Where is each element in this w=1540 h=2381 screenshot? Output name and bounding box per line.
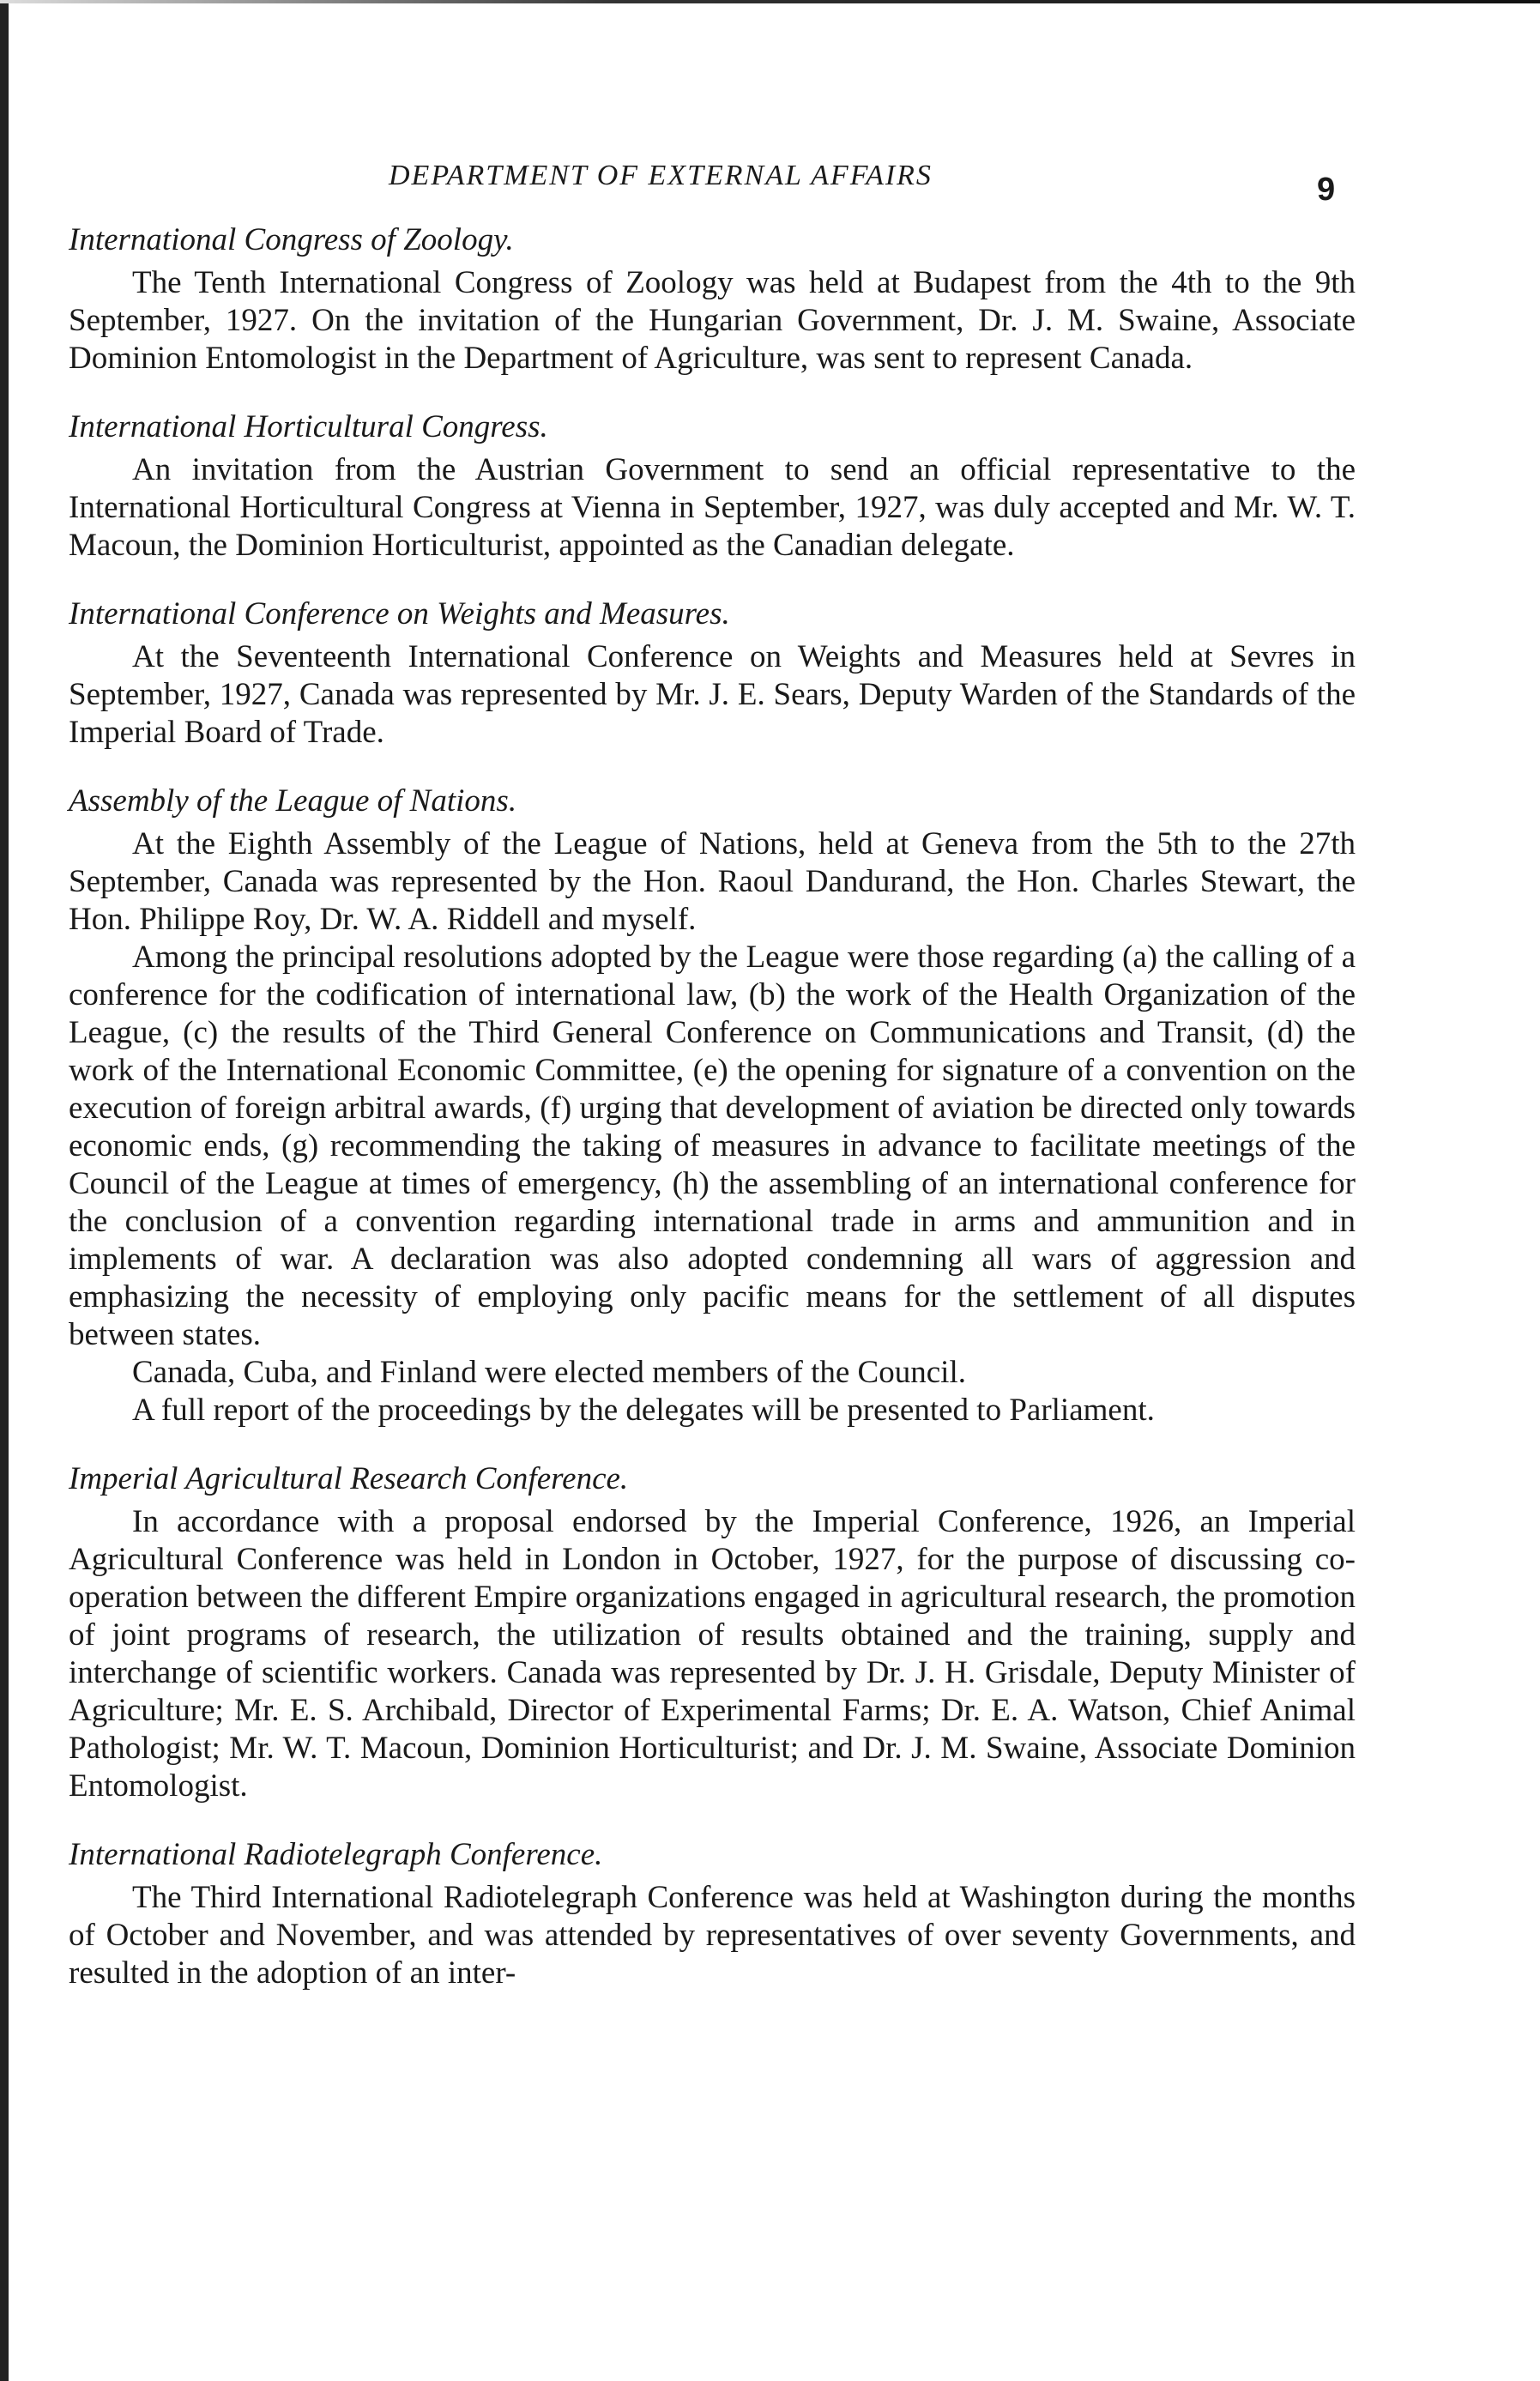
- document-page: [69, 154, 1356, 2021]
- section-agricultural-research: [69, 1459, 1356, 1805]
- paragraph: An invitation from the Austrian Government to send an official representative to the International Horticultural Congress at Vienna in September, 1927, was duly accepted and Mr. W. T. Macoun, the Dominion Horticulturist, appointed as the Canadian delegate.: [69, 452, 1356, 563]
- section-radiotelegraph: [69, 1834, 1356, 1992]
- scan-border-top: [0, 0, 1540, 3]
- scan-border-left: [0, 0, 9, 2381]
- page-number: 9: [1317, 172, 1336, 208]
- section-title: International Congress of Zoology.: [69, 222, 514, 257]
- paragraph: Among the principal resolutions adopted by the League were those regarding (a) the calling of a conference for the codification of international law, (b) the work of the Health Organization of the League, (c) the results of the Third General Conference on Communications and Transit, (d) the work of the International Economic Committee, (e) the opening for signature of a convention on the execution of foreign arbitral awards, (f) urging that development of aviation be directed only towards economic ends, (g) recommending the taking of measures in advance to facilitate meetings of the Council of the League at times of emergency, (h) the assembling of an international conference for the conclusion of a convention regarding international trade in arms and ammunition and in implements of war. A declaration was also adopted condemning all wars of aggression and emphasizing the necessity of employing only pacific means for the settlement of all disputes between states.: [69, 940, 1356, 1352]
- running-head: [69, 154, 1356, 206]
- section-zoology-congress: [69, 220, 1356, 378]
- section-title: Imperial Agricultural Research Conference.: [69, 1461, 629, 1496]
- section-title: Assembly of the League of Nations.: [69, 783, 517, 819]
- paragraph: The Third International Radiotelegraph Conference was held at Washington during the months of October and November, and was attended by representatives of over seventy Governments, and resulted in the adoption of an inter-: [69, 1880, 1356, 1991]
- paragraph: Canada, Cuba, and Finland were elected members of the Council.: [132, 1355, 966, 1390]
- section-title: International Horticultural Congress.: [69, 409, 548, 444]
- paragraph: The Tenth International Congress of Zoology was held at Budapest from the 4th to the 9th September, 1927. On the invitation of the Hungarian Government, Dr. J. M. Swaine, Associate Dominion Entomologist in the Department of Agriculture, was sent to represent Canada.: [69, 265, 1356, 376]
- section-title: International Radiotelegraph Conference.: [69, 1837, 603, 1872]
- paragraph: A full report of the proceedings by the delegates will be presented to Parliament.: [132, 1393, 1155, 1428]
- running-head-title: DEPARTMENT OF EXTERNAL AFFAIRS: [389, 160, 933, 191]
- section-league-of-nations: [69, 781, 1356, 1429]
- paragraph: At the Eighth Assembly of the League of Nations, held at Geneva from the 5th to the 27th September, Canada was represented by the Hon. Raoul Dandurand, the Hon. Charles Stewart, the Hon. Philippe Roy, Dr. W. A. Riddell and myself.: [69, 826, 1356, 937]
- paragraph: In accordance with a proposal endorsed by the Imperial Conference, 1926, an Imperial Agricultural Conference was held in London in October, 1927, for the purpose of discussing co-operation between the different Empire organizations engaged in agricultural research, the promotion of joint programs of research, the utilization of results obtained and the training, supply and interchange of scientific workers. Canada was represented by Dr. J. H. Grisdale, Deputy Minister of Agriculture; Mr. E. S. Archibald, Director of Experimental Farms; Dr. E. A. Watson, Chief Animal Pathologist; Mr. W. T. Macoun, Dominion Horticulturist; and Dr. J. M. Swaine, Associate Dominion Entomologist.: [69, 1504, 1356, 1804]
- section-horticultural-congress: [69, 407, 1356, 565]
- section-title: International Conference on Weights and Measures.: [69, 596, 730, 632]
- section-weights-measures: [69, 594, 1356, 752]
- paragraph: At the Seventeenth International Conference on Weights and Measures held at Sevres in September, 1927, Canada was represented by Mr. J. E. Sears, Deputy Warden of the Standards of the Imperial Board of Trade.: [69, 639, 1356, 750]
